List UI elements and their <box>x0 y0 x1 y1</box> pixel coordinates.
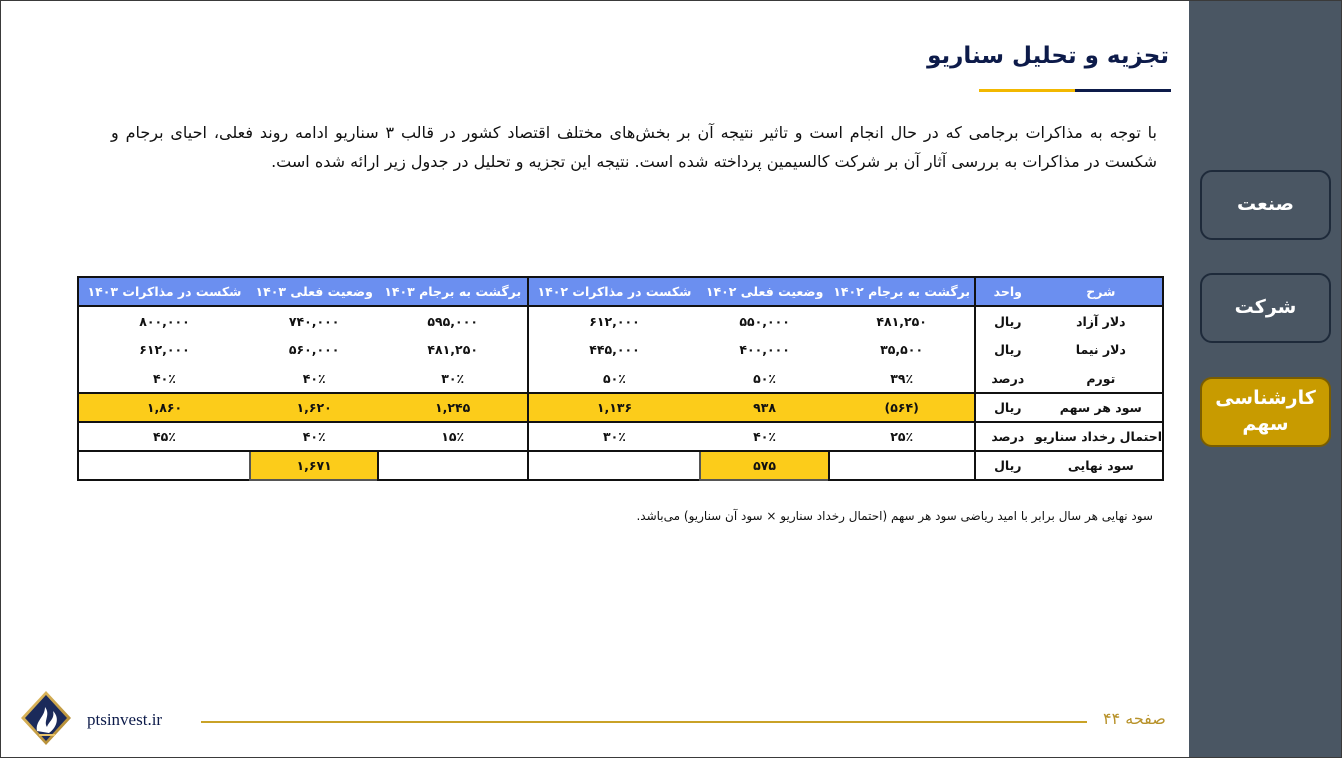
table-cell: ۸۰۰,۰۰۰ <box>78 306 250 335</box>
row-desc: سود نهایی <box>1040 451 1163 480</box>
sidebar <box>1189 1 1341 757</box>
table-cell: ۹۳۸ <box>700 393 829 422</box>
header-revive-1402: برگشت به برجام ۱۴۰۲ <box>829 277 975 306</box>
table-cell: ۴۰٪ <box>78 364 250 393</box>
row-desc: احتمال رخداد سناریو <box>1040 422 1163 451</box>
table-row <box>78 306 1163 335</box>
footer-divider <box>201 721 1087 723</box>
title-underline <box>979 89 1171 92</box>
table-cell: ۱,۶۲۰ <box>250 393 378 422</box>
header-fail-1403: شکست در مذاکرات ۱۴۰۳ <box>78 277 250 306</box>
table-cell: ۵۰٪ <box>528 364 700 393</box>
table-cell: ۵۹۵,۰۰۰ <box>427 313 478 329</box>
row-unit: ریال <box>975 306 1040 335</box>
table-row <box>78 364 1163 393</box>
table-cell: ۳۰٪ <box>378 364 528 393</box>
table-cell: ۲۵٪ <box>829 422 975 451</box>
header-current-1403: وضعیت فعلی ۱۴۰۳ <box>250 277 378 306</box>
table-cell: ۵۶۰,۰۰۰ <box>288 342 340 357</box>
table-cell: ۶۱۲,۰۰۰ <box>78 335 250 364</box>
table-cell: ۷۴۰,۰۰۰ <box>288 313 340 329</box>
intro-paragraph: با توجه به مذاکرات برجامی که در حال انجام است و تاثیر نتیجه آن بر بخش‌های مختلف اقتصاد کشور در قالب ۳ سناریو ادامه روند فعلی، احیای برجام و شکست در مذاکرات به بررسی آثار آن بر شرکت کالسیمین پرداخته شده است. نتیجه این تجزیه و تحلیل در جدول زیر ارائه شده است. <box>111 123 1158 171</box>
page-title: تجزیه و تحلیل سناریو <box>927 43 1169 69</box>
table-cell: ۵۰٪ <box>700 364 829 393</box>
header-unit: واحد <box>975 277 1040 306</box>
table-cell: ۳۹٪ <box>829 364 975 393</box>
row-unit: ریال <box>975 335 1040 364</box>
scenario-table <box>77 276 1164 481</box>
table-cell: ۴۸۱,۲۵۰ <box>427 342 478 357</box>
table-cell <box>378 451 528 480</box>
row-unit: ریال <box>975 451 1040 480</box>
table-row-final <box>78 451 1163 480</box>
table-cell: ۳۵,۵۰۰ <box>880 342 924 357</box>
table-cell: ۴۰٪ <box>250 364 378 393</box>
header-revive-1403: برگشت به برجام ۱۴۰۳ <box>378 277 528 306</box>
row-desc: تورم <box>1040 364 1163 393</box>
table-row <box>78 422 1163 451</box>
table-cell: ۴۰٪ <box>250 422 378 451</box>
table-cell: ۶۱۲,۰۰۰ <box>528 306 700 335</box>
table-cell: ۱۵٪ <box>378 422 528 451</box>
table-cell: ۴۰۰,۰۰۰ <box>739 342 790 357</box>
table-cell: ۱,۸۶۰ <box>78 393 250 422</box>
table-cell: ۳۰٪ <box>528 422 700 451</box>
table-cell: ۱,۲۴۵ <box>378 393 528 422</box>
nav-button-company[interactable]: شرکت <box>1200 273 1331 343</box>
header-current-1402: وضعیت فعلی ۱۴۰۲ <box>700 277 829 306</box>
final-value-1402: ۵۷۵ <box>700 451 829 480</box>
table-header-row <box>78 277 1163 306</box>
slide-page <box>1 1 1341 757</box>
row-desc: دلار آزاد <box>1040 306 1163 335</box>
table-cell: ۵۵۰,۰۰۰ <box>739 313 790 329</box>
table-cell: ۴۸۱,۲۵۰ <box>876 313 927 329</box>
table-cell: ۱,۱۳۶ <box>528 393 700 422</box>
final-value-1403: ۱,۶۷۱ <box>250 451 378 480</box>
row-unit: درصد <box>975 422 1040 451</box>
table-cell: (۵۶۴) <box>829 393 975 422</box>
table-cell: ۴۴۵,۰۰۰ <box>528 335 700 364</box>
header-desc: شرح <box>1040 277 1163 306</box>
row-desc: سود هر سهم <box>1040 393 1163 422</box>
row-desc: دلار نیما <box>1040 335 1163 364</box>
table-row <box>78 335 1163 364</box>
footnote: سود نهایی هر سال برابر با امید ریاضی سود هر سهم (احتمال رخداد سناریو × سود آن سناریو) می‌باشد. <box>636 509 1153 523</box>
table-cell <box>829 451 975 480</box>
page-number: صفحه ۴۴ <box>1103 709 1166 728</box>
nav-button-industry[interactable]: صنعت <box>1200 170 1331 240</box>
nav-button-stock-expertise[interactable]: کارشناسی سهم <box>1200 377 1331 447</box>
company-logo <box>15 687 77 749</box>
table-cell <box>528 451 700 480</box>
header-fail-1402: شکست در مذاکرات ۱۴۰۲ <box>528 277 700 306</box>
table-row-eps <box>78 393 1163 422</box>
table-cell: ۴۰٪ <box>700 422 829 451</box>
website-link[interactable]: ptsinvest.ir <box>87 710 163 729</box>
table-cell <box>78 451 250 480</box>
row-unit: درصد <box>975 364 1040 393</box>
row-unit: ریال <box>975 393 1040 422</box>
table-cell: ۴۵٪ <box>78 422 250 451</box>
